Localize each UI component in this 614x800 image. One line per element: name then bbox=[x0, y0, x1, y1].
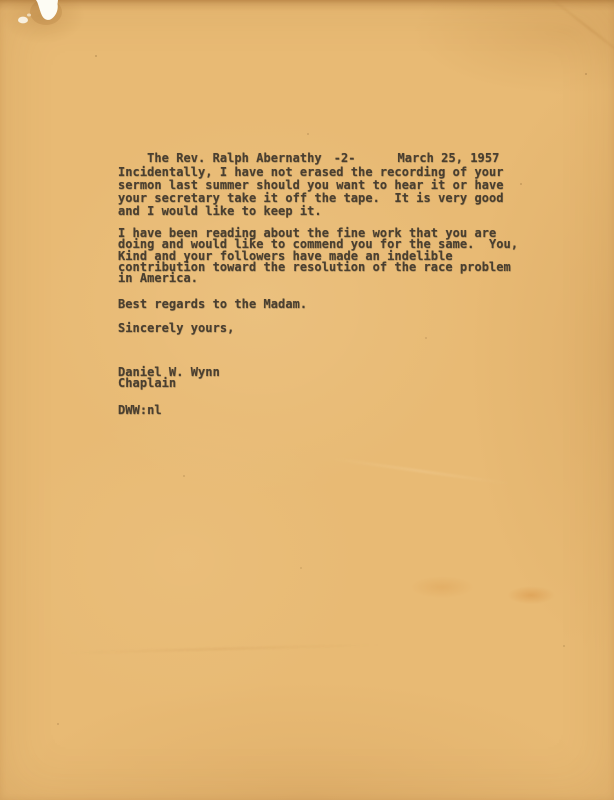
regards-line: Best regards to the Madam. bbox=[118, 297, 308, 311]
letter-date: March 25, 1957 bbox=[397, 151, 500, 165]
paragraph-line: your secretary take it off the tape. It is very good bbox=[118, 190, 504, 205]
paper-crease bbox=[538, 0, 614, 70]
page-number: -2- bbox=[333, 151, 356, 165]
paper-crease bbox=[331, 457, 510, 484]
recipient-name: The Rev. Ralph Abernathy bbox=[147, 151, 322, 165]
signature-title: Chaplain bbox=[118, 376, 177, 391]
paragraph-line: I have been reading about the fine work that you are bbox=[118, 226, 497, 240]
paragraph-1 bbox=[118, 165, 504, 217]
closing-line: Sincerely yours, bbox=[118, 321, 235, 335]
paragraph-line: doing and would like to commend you for the same. You, bbox=[118, 237, 519, 252]
paragraph-line: Incidentally, I have not erased the recording of your bbox=[118, 165, 504, 179]
paragraph-line: in America. bbox=[118, 271, 199, 286]
paper-specks bbox=[95, 55, 97, 57]
paragraph-2 bbox=[118, 226, 519, 286]
signature-name: Daniel W. Wynn bbox=[118, 365, 220, 379]
paragraph-line: sermon last summer should you want to hear it or have bbox=[118, 177, 504, 192]
typist-initials: DWW:nl bbox=[118, 403, 162, 417]
paragraph-line: contribution toward the resolution of the race problem bbox=[118, 259, 511, 274]
paper-crease bbox=[60, 644, 380, 654]
torn-paper-patch bbox=[10, 0, 80, 42]
paragraph-line: Kind and your followers have made an indelible bbox=[118, 248, 453, 263]
paragraph-line: and I would like to keep it. bbox=[118, 203, 322, 218]
signature-block bbox=[118, 365, 220, 391]
